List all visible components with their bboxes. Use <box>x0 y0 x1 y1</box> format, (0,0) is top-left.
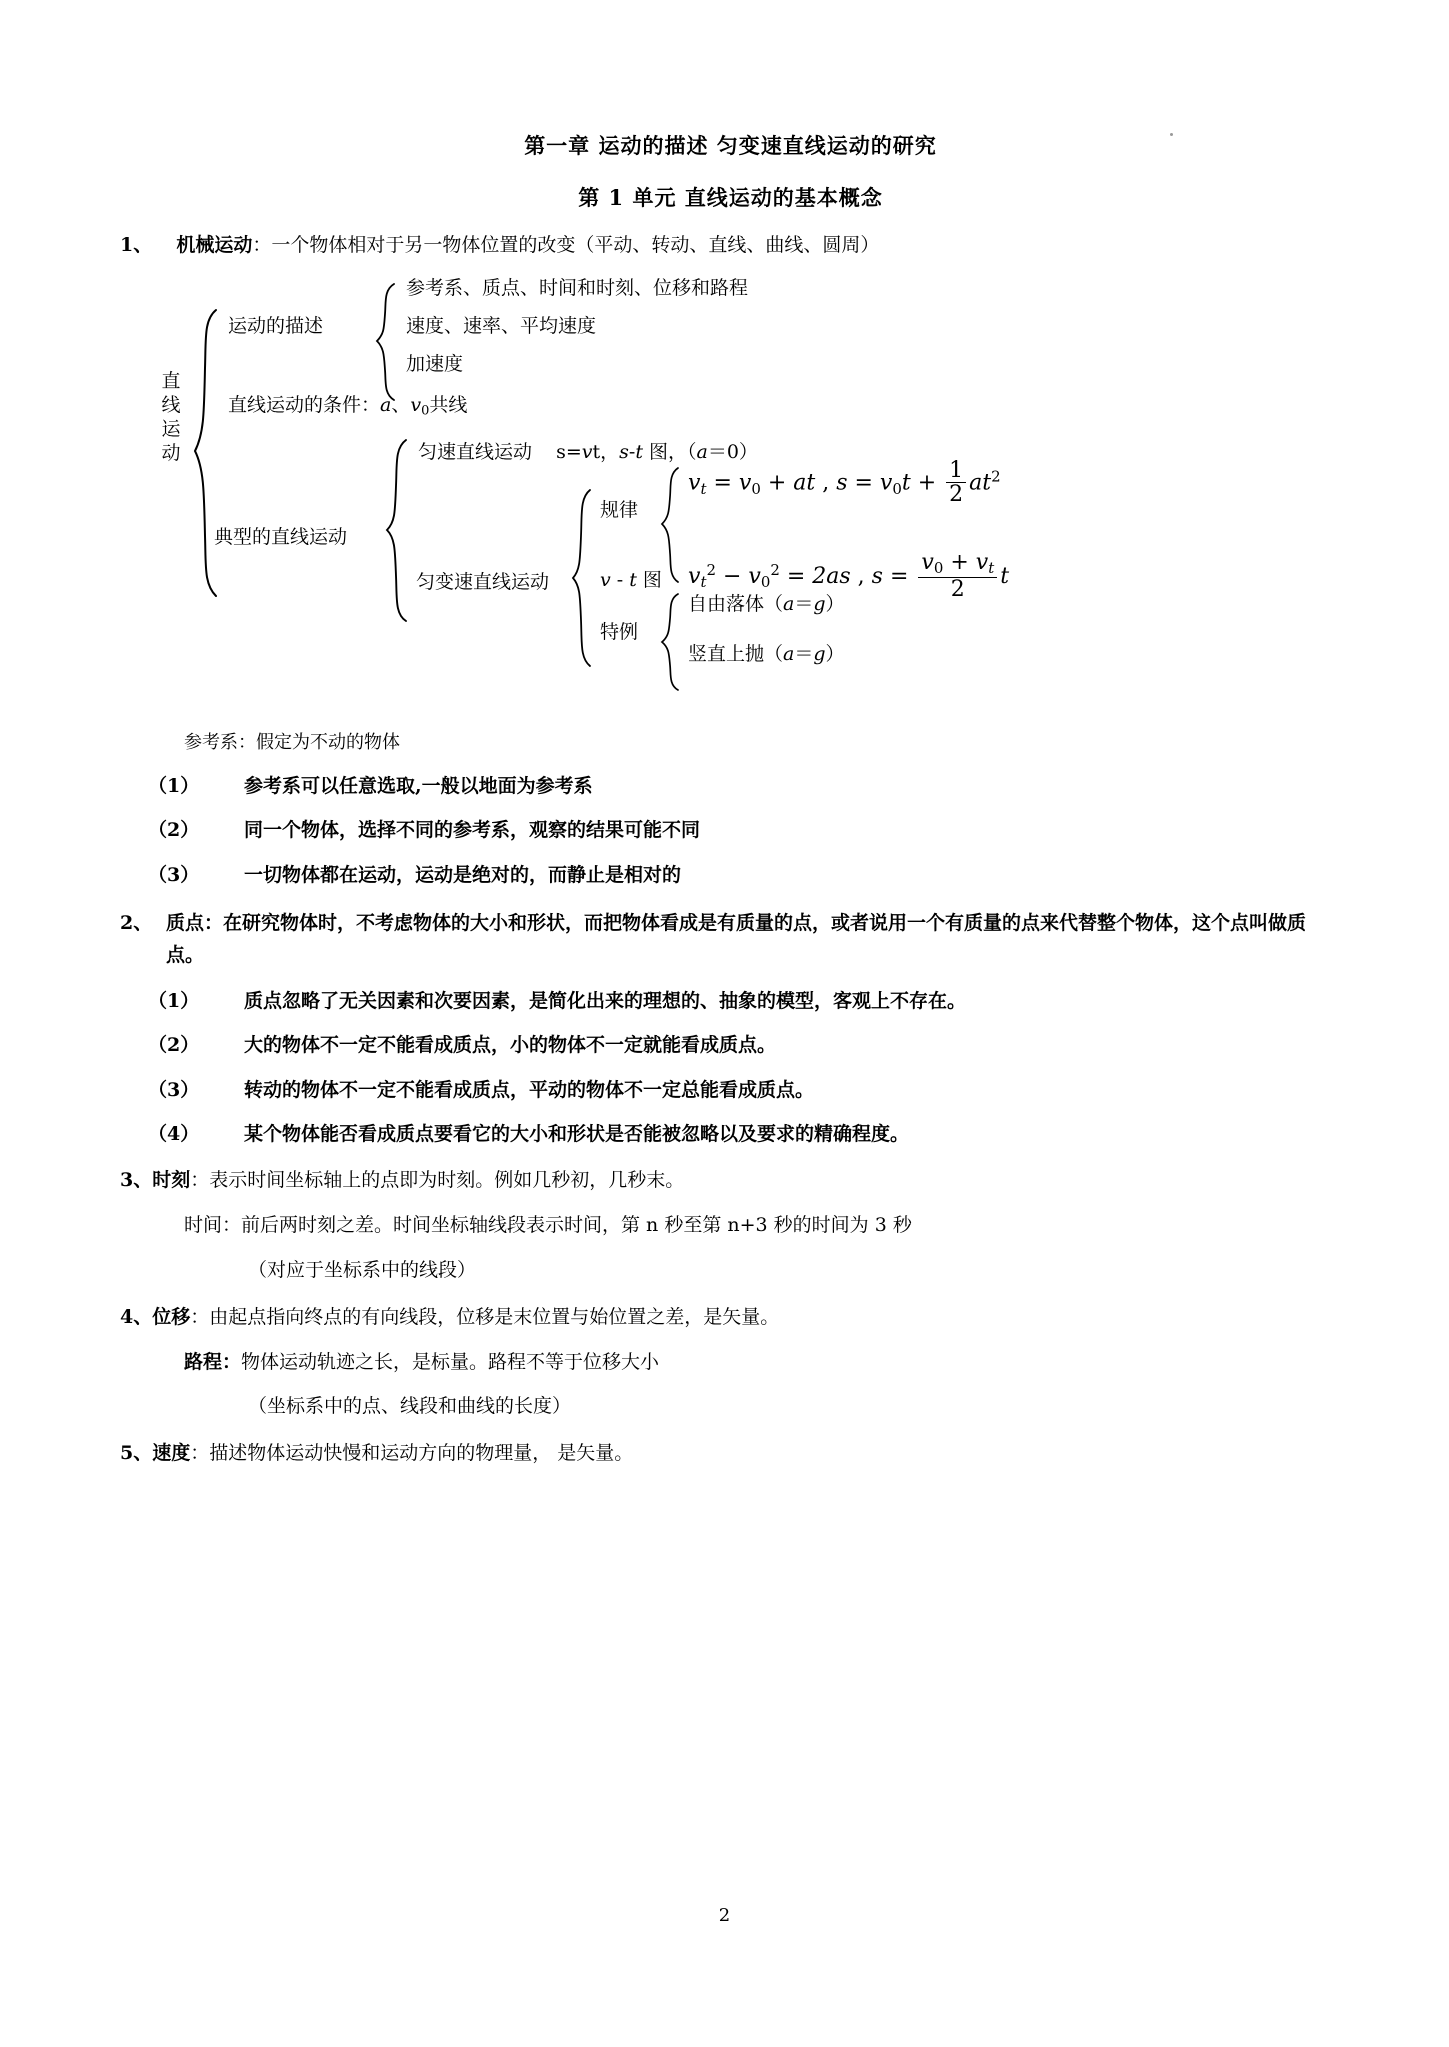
section-3-term: 时刻 <box>152 1169 191 1192</box>
tree-branch-2-math-mid: 、 <box>391 393 411 416</box>
section-4-sub-text: 物体运动轨迹之长，是标量。路程不等于位移大小 <box>241 1350 660 1373</box>
reference-frame-item-1-label: （2） <box>148 819 200 842</box>
page-number: 2 <box>718 1905 731 1926</box>
f2-vt: v <box>688 563 701 589</box>
tree-uniform-formula: s= <box>556 440 582 463</box>
tree-branch-1-brace <box>374 282 396 402</box>
tree-branch-2-math-v-sub: 0 <box>421 403 430 419</box>
f1-v0t-sub: 0 <box>892 479 902 498</box>
f1-eq1: = <box>706 470 739 496</box>
f2-vt-sub: t <box>700 572 707 591</box>
tree-uniform-label: 匀速直线运动 <box>418 440 533 463</box>
f2-fraction <box>918 551 997 601</box>
reference-frame-item-1 <box>148 815 1313 845</box>
tree-special-item-0 <box>688 592 845 618</box>
section-1-text: ：一个物体相对于另一物体位置的改变（平动、转动、直线、曲线、圆周） <box>252 234 880 256</box>
section-3-sub-term: 时间： <box>184 1214 242 1237</box>
section-2-item-2 <box>148 1075 1313 1105</box>
f2-eq1: = <box>779 563 813 589</box>
f2-frac-vt: v <box>975 549 989 575</box>
reference-frame-item-1-text: 同一个物体，选择不同的参考系，观察的结果可能不同 <box>244 819 701 842</box>
section-2-particle <box>120 908 1313 972</box>
section-5-velocity <box>120 1438 1313 1469</box>
f2-s: s <box>871 563 883 589</box>
f1-plus2: + <box>910 470 944 496</box>
tree-root-brace <box>192 308 218 598</box>
section-2-text: ：在研究物体时，不考虑物体的大小和形状，而把物体看成是有质量的点，或者说用一个有质量的点来代替整个物体，这个点叫做质点。 <box>166 912 1307 966</box>
special-1-close: ） <box>825 642 845 665</box>
tree-special-label: 特例 <box>600 620 639 643</box>
special-0-a: a <box>783 592 795 615</box>
section-3-sub-text: 前后两时刻之差。时间坐标轴线段表示时间，第 n 秒至第 n+3 秒的时间为 3 秒 <box>241 1214 912 1237</box>
vt-label-t: t <box>629 568 637 591</box>
tree-uniform-graph-a: a <box>696 440 708 463</box>
tree-branch-1-item-1: 速度、速率、平均速度 <box>406 314 597 337</box>
section-3-note: （对应于坐标系中的线段） <box>248 1259 477 1281</box>
section-2-item-1 <box>148 1030 1313 1060</box>
f1-at: at <box>793 470 816 496</box>
tree-branch-3-label: 典型的直线运动 <box>214 525 348 548</box>
tree-varied-brace <box>570 488 592 668</box>
tree-uniform-graph-t: t <box>635 440 643 463</box>
f1-comma: , <box>815 470 837 496</box>
brace-tree-diagram <box>148 270 1313 700</box>
tree-uniform-graph-s: s <box>619 440 629 463</box>
section-4-distance-line <box>184 1347 1313 1378</box>
f1-eq2: = <box>847 470 880 496</box>
f1-v0: v <box>738 470 752 496</box>
f1-fraction <box>946 459 966 506</box>
tree-uniform-graph-eq: ＝0） <box>707 440 758 463</box>
special-1-text: 竖直上抛（ <box>688 642 784 665</box>
f1-vt: v <box>688 470 701 496</box>
section-4-sub-term: 路程： <box>184 1350 242 1373</box>
page-title: 第一章 运动的描述 匀变速直线运动的研究 <box>524 133 937 158</box>
section-3-number: 3、 <box>120 1169 153 1192</box>
tree-uniform-formula-t: t <box>592 440 601 463</box>
f2-frac-den: 2 <box>918 577 997 601</box>
section-2-item-3-text: 某个物体能否看成质点要看它的大小和形状是否能被忽略以及要求的精确程度。 <box>244 1123 910 1146</box>
f1-s: s <box>836 470 848 496</box>
tree-branch-2-condition <box>228 393 467 420</box>
special-0-g: g <box>813 592 826 615</box>
section-1-term: 机械运动 <box>176 234 253 256</box>
section-2-item-3-label: （4） <box>148 1123 200 1146</box>
section-2-item-1-label: （2） <box>148 1034 200 1057</box>
tree-uniform-formula-v: v <box>581 440 593 463</box>
tree-root-label: 直 线 运 动 <box>161 369 181 464</box>
special-0-eq: ＝ <box>794 592 814 615</box>
tree-special-brace <box>660 592 680 692</box>
f1-v0-sub: 0 <box>751 479 761 498</box>
f2-frac-plus: + <box>943 549 976 575</box>
section-2-item-0-text: 质点忽略了无关因素和次要因素，是简化出来的理想的、抽象的模型，客观上不存在。 <box>244 989 967 1012</box>
f1-at2: at <box>969 470 992 496</box>
section-3-text: ：表示时间坐标轴上的点即为时刻。例如几秒初，几秒末。 <box>190 1169 685 1192</box>
tree-branch-2-label: 直线运动的条件： <box>228 393 381 416</box>
special-0-text: 自由落体（ <box>688 592 784 615</box>
tree-branch-2-math-v: v <box>410 393 422 416</box>
f2-frac-vt-sub: t <box>988 558 995 577</box>
tree-law-label: 规律 <box>600 498 639 521</box>
section-4-term: 位移 <box>152 1305 191 1328</box>
tree-uniform-graph-dash: - <box>628 440 636 463</box>
vt-label-v: v <box>600 568 611 591</box>
f1-plus: + <box>760 470 794 496</box>
f2-vt-sup: 2 <box>706 560 716 579</box>
page-content <box>120 118 1313 1478</box>
section-2-item-2-text: 转动的物体不一定不能看成质点，平动的物体不一定总能看成质点。 <box>244 1078 815 1101</box>
section-2-item-0-label: （1） <box>148 989 200 1012</box>
page-subtitle: 第 1 单元 直线运动的基本概念 <box>578 185 883 210</box>
section-4-number: 4、 <box>120 1305 153 1328</box>
section-4-text: ：由起点指向终点的有向线段，位移是末位置与始位置之差，是矢量。 <box>190 1305 780 1328</box>
tree-branch-1-item-0: 参考系、质点、时间和时刻、位移和路程 <box>406 276 749 299</box>
f1-frac-num: 1 <box>949 457 964 483</box>
tree-law-brace <box>660 466 680 584</box>
f2-comma: , <box>850 563 872 589</box>
f1-at2-sup: 2 <box>991 467 1001 486</box>
f2-v0-sub: 0 <box>760 572 771 591</box>
f1-v0t: v <box>879 470 893 496</box>
section-2-item-2-label: （3） <box>148 1078 200 1101</box>
reference-frame-item-2-text: 一切物体都在运动，运动是绝对的，而静止是相对的 <box>244 863 682 886</box>
reference-frame-item-0-label: （1） <box>148 774 200 797</box>
tree-branch-2-math-a: a <box>380 393 392 416</box>
f1-vt-sub: t <box>700 479 707 498</box>
vt-label-tu: 图 <box>636 568 662 591</box>
tree-branch-2-tail: 共线 <box>429 393 468 416</box>
section-2-item-1-text: 大的物体不一定不能看成质点，小的物体不一定就能看成质点。 <box>244 1034 777 1057</box>
special-1-a: a <box>783 642 795 665</box>
section-5-number: 5、 <box>120 1442 153 1465</box>
f2-v0: v <box>748 563 761 589</box>
tree-uniform-graph-comma: ， <box>600 440 620 463</box>
special-1-eq: ＝ <box>794 642 814 665</box>
reference-frame-item-0 <box>148 771 1313 801</box>
section-5-text: ：描述物体运动快慢和运动方向的物理量， 是矢量。 <box>190 1442 634 1465</box>
f1-frac-den: 2 <box>946 482 966 506</box>
f2-minus: − <box>715 563 749 589</box>
reference-frame-item-2-label: （3） <box>148 863 200 886</box>
section-2-term: 质点 <box>166 912 205 935</box>
section-4-note: （坐标系中的点、线段和曲线的长度） <box>248 1395 572 1418</box>
reference-frame-item-2 <box>148 860 1313 890</box>
vt-label-dash: - <box>610 568 630 591</box>
section-3-instant <box>120 1165 1313 1196</box>
section-4-displacement <box>120 1302 1313 1333</box>
section-1-mechanical-motion <box>120 230 1313 261</box>
f2-frac-v0-sub: 0 <box>933 558 944 577</box>
tree-uniform-graph-tu: 图，（ <box>642 440 697 463</box>
f2-frac-v0: v <box>921 549 934 575</box>
section-5-term: 速度 <box>152 1442 191 1465</box>
f2-t: t <box>1000 563 1010 589</box>
section-2-item-0 <box>148 986 1313 1016</box>
section-1-number: 1、 <box>120 234 153 256</box>
special-1-g: g <box>813 642 826 665</box>
tree-formula-1 <box>688 457 1001 507</box>
section-2-body <box>166 908 1313 972</box>
tree-vt-graph-label <box>600 568 662 594</box>
tree-varied-label: 匀变速直线运动 <box>416 570 550 593</box>
f2-eq2: = <box>882 563 916 589</box>
f2-frac-num <box>918 551 997 577</box>
f1-t: t <box>901 470 911 496</box>
tree-special-item-1 <box>688 642 845 668</box>
reference-frame-lead: 参考系：假定为不动的物体 <box>184 731 400 753</box>
f2-v0-sup: 2 <box>770 560 780 579</box>
section-2-number: 2、 <box>120 912 153 935</box>
tree-branch-1-item-2: 加速度 <box>406 352 464 375</box>
f2-2as: 2as <box>812 563 851 589</box>
reference-frame-item-0-text: 参考系可以任意选取,一般以地面为参考系 <box>244 774 593 797</box>
tree-branch-3-brace <box>384 438 408 623</box>
special-0-close: ） <box>825 592 845 615</box>
section-3-time-line <box>184 1210 1313 1241</box>
section-2-item-3 <box>148 1119 1313 1149</box>
tree-branch-1-label: 运动的描述 <box>228 314 324 337</box>
